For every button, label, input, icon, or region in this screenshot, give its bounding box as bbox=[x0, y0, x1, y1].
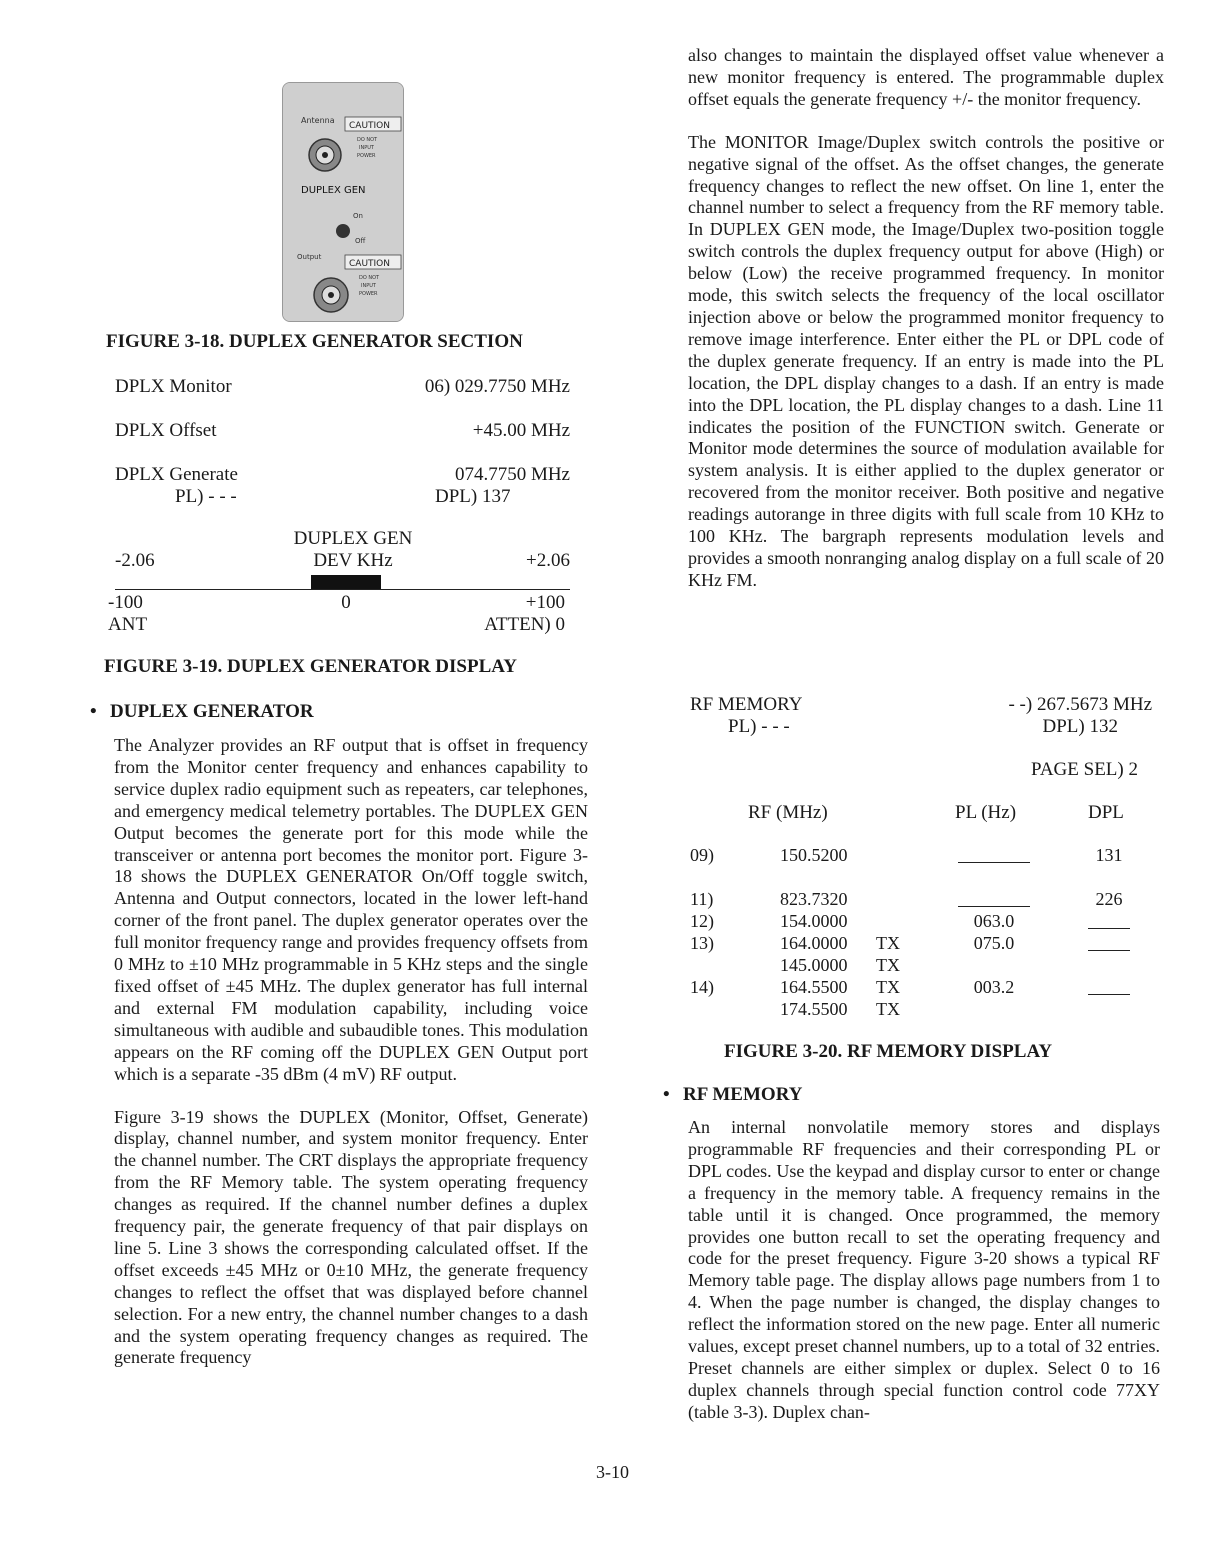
header-rf-mhz: RF (MHz) bbox=[748, 802, 828, 823]
svg-text:DO NOT: DO NOT bbox=[357, 137, 378, 143]
header-dpl: DPL bbox=[1088, 802, 1124, 823]
svg-text:INPUT: INPUT bbox=[361, 283, 376, 289]
duplex-paragraph-2: Figure 3-19 shows the DUPLEX (Monitor, Offset, Generate) display, channel number, and system monitor frequency. Enter the channel number. The CRT displays the appropriate frequency from the RF Memory table. The system operating frequency changes as required. If the channel number defines a duplex frequency pair, the generate frequency of that pair displays on line 5. Line 3 shows the corresponding calculated offset. If the offset exceeds ±45 MHz or 0±10 MHz, the generate frequency changes to reflect the offset that was displayed before channel selection. For a new entry, the channel number changes to a dash and the system operating frequency changes as required. The generate frequency bbox=[114, 1106, 588, 1368]
ant-label: ANT bbox=[108, 614, 148, 635]
caution-label-1: CAUTION bbox=[349, 121, 390, 131]
row-channel: 11) bbox=[690, 889, 714, 909]
caution-label-2: CAUTION bbox=[349, 259, 390, 269]
dpl-code: DPL) 137 bbox=[435, 486, 511, 507]
right-paragraph-2: The MONITOR Image/Duplex switch controls the positive or negative signal of the offset. As the offset changes, the generate frequency changes to reflect the new offset. On line 1, enter the channel number to select a frequency from the RF memory table. In DUPLEX GEN mode, the Image/Duplex two-position toggle switch controls the duplex frequency output for above (High) or below (Low) the receive programmed frequency. In monitor mode, this switch selects the frequency of the local oscillator injection above or below the programmed monitor frequency to remove image interference. Enter either the PL or DPL code of the duplex generate frequency. If an entry is made into the PL location, the DPL display changes to a dash. If an entry is made into the DPL location, the PL display changes to a dash. Line 11 indicates the position of the FUNCTION switch. Generate or Monitor mode determines the source of modulation available for system analysis. It is either applied to the duplex generator or recovered from the monitor receiver. Both positive and negative readings autorange in three digits with full scale from 10 KHz to 100 KHz. The bargraph represents modulation levels and provides a smooth nonranging analog display on a full scale of 20 KHz FM. bbox=[688, 131, 1164, 590]
duplex-paragraph-1: The Analyzer provides an RF output that is offset in frequency from the Monitor center frequency and enhances capability to service duplex radio equipment such as repeaters, car telephones, and emergency medical telemetry portables. The DUPLEX GEN Output becomes the generate port for this mode while the transceiver or antenna port becomes the monitor port. Figure 3-18 shows the DUPLEX GENERATOR On/Off toggle switch, Antenna and Output connectors, located in the lower left-hand corner of the front panel. The duplex generator operates over the full monitor frequency range and provides frequency offsets from 0 MHz to ±10 MHz programmable in 5 KHz steps and the single fixed offset of ±45 MHz. The duplex generator has full internal and external FM modulation capability, including voice simultaneous with audible and subaudible tones. This modulation appears on the RF coming off the DUPLEX GEN Output port which is a separate -35 dBm (4 mV) RF output. bbox=[114, 735, 588, 1084]
output-label: Output bbox=[297, 253, 322, 261]
row-pl-code: 063.0 bbox=[973, 911, 1015, 931]
row-pl-code: 075.0 bbox=[973, 933, 1015, 953]
duplex-generator-heading: • DUPLEX GENERATOR bbox=[90, 701, 314, 722]
dplx-generate-label: DPLX Generate bbox=[115, 464, 238, 485]
scale-left: -2.06 bbox=[115, 550, 155, 571]
duplex-generator-panel-photo bbox=[282, 82, 404, 322]
rf-memory-dpl: DPL) 132 bbox=[1042, 716, 1118, 737]
row-tx-flag: TX bbox=[876, 977, 900, 997]
on-label: On bbox=[353, 212, 363, 220]
row-rf-frequency: 164.0000 bbox=[780, 933, 848, 953]
row-dpl-blank-line bbox=[1088, 950, 1130, 951]
svg-text:POWER: POWER bbox=[357, 153, 376, 159]
duplex-gen-label: DUPLEX GEN bbox=[301, 185, 366, 196]
duplex-panel-illustration bbox=[283, 83, 403, 321]
pl-code: PL) - - - bbox=[175, 486, 237, 507]
dplx-offset-value: +45.00 MHz bbox=[472, 420, 570, 441]
rf-memory-paragraph: An internal nonvolatile memory stores and displays programmable RF frequencies and their corresponding PL or DPL codes. Use the keypad and display cursor to enter or change a frequency in the memory table. A frequency remains in the table until it is changed. Once programmed, the memory provides one button recall to set the operating frequency and code for the preset frequency. Figure 3-20 shows a typical RF Memory table page. The display allows page numbers from 1 to 4. When the page number is changed, the display changes to reflect the information stored on the new page. Enter all numeric values, except preset channel numbers, up to a total of 32 entries. Preset channels are either simplex or duplex. Select 0 to 16 duplex channels through special function control code 77XY (table 3-3). Duplex chan- bbox=[688, 1117, 1160, 1422]
row-rf-frequency: 145.0000 bbox=[780, 955, 848, 975]
dev-khz-label: DEV KHz bbox=[313, 550, 393, 571]
svg-text:INPUT: INPUT bbox=[359, 145, 374, 151]
header-pl-hz: PL (Hz) bbox=[955, 802, 1017, 823]
rf-memory-text bbox=[688, 1117, 1160, 1424]
row-channel: 12) bbox=[690, 911, 714, 931]
bargraph-baseline bbox=[115, 589, 570, 590]
duplex-generator-text bbox=[114, 735, 588, 1369]
atten-label: ATTEN) 0 bbox=[484, 614, 565, 635]
figure-3-18-caption: FIGURE 3-18. DUPLEX GENERATOR SECTION bbox=[106, 331, 523, 352]
scale-right: +2.06 bbox=[526, 550, 570, 571]
deviation-bargraph bbox=[311, 575, 381, 590]
row-rf-frequency: 164.5500 bbox=[780, 977, 848, 997]
dplx-monitor-label: DPLX Monitor bbox=[115, 376, 232, 397]
axis-left: -100 bbox=[108, 592, 143, 613]
row-dpl-code: 131 bbox=[1095, 845, 1123, 865]
row-rf-frequency: 823.7320 bbox=[780, 889, 848, 909]
page-select: PAGE SEL) 2 bbox=[1031, 759, 1138, 780]
figure-3-19-caption: FIGURE 3-19. DUPLEX GENERATOR DISPLAY bbox=[104, 656, 517, 677]
row-tx-flag: TX bbox=[876, 933, 900, 953]
right-paragraph-1: also changes to maintain the displayed offset value whenever a new monitor frequency is entered. The programmable duplex offset equals the generate frequency +/- the monitor frequency. bbox=[688, 45, 1164, 109]
rf-memory-pl: PL) - - - bbox=[728, 716, 790, 737]
dplx-generate-value: 074.7750 MHz bbox=[454, 464, 570, 485]
dplx-monitor-value: 06) 029.7750 MHz bbox=[424, 376, 570, 397]
row-dpl-blank-line bbox=[1088, 928, 1130, 929]
row-channel: 13) bbox=[690, 933, 714, 953]
row-pl-blank-line bbox=[958, 906, 1030, 907]
rf-memory-freq: - -) 267.5673 MHz bbox=[1008, 694, 1152, 715]
row-channel: 09) bbox=[690, 845, 714, 865]
toggle-switch-icon bbox=[336, 224, 350, 238]
row-pl-blank-line bbox=[958, 862, 1030, 863]
right-column-text bbox=[688, 45, 1164, 592]
rf-memory-heading: • RF MEMORY bbox=[663, 1084, 803, 1105]
row-rf-frequency: 174.5500 bbox=[780, 999, 848, 1019]
axis-center: 0 bbox=[341, 592, 351, 613]
axis-right: +100 bbox=[525, 592, 565, 613]
row-tx-flag: TX bbox=[876, 999, 900, 1019]
figure-3-20-caption: FIGURE 3-20. RF MEMORY DISPLAY bbox=[724, 1041, 1053, 1062]
page-number: 3-10 bbox=[596, 1462, 629, 1482]
row-tx-flag: TX bbox=[876, 955, 900, 975]
rf-memory-title: RF MEMORY bbox=[690, 694, 803, 715]
svg-text:DO NOT: DO NOT bbox=[359, 275, 380, 281]
row-channel: 14) bbox=[690, 977, 714, 997]
svg-text:POWER: POWER bbox=[359, 291, 378, 297]
antenna-label: Antenna bbox=[301, 116, 335, 125]
duplex-gen-title: DUPLEX GEN bbox=[293, 528, 413, 549]
off-label: Off bbox=[355, 237, 366, 245]
dplx-offset-label: DPLX Offset bbox=[115, 420, 217, 441]
row-dpl-code: 226 bbox=[1095, 889, 1123, 909]
row-rf-frequency: 154.0000 bbox=[780, 911, 848, 931]
row-pl-code: 003.2 bbox=[973, 977, 1015, 997]
row-rf-frequency: 150.5200 bbox=[780, 845, 848, 865]
row-dpl-blank-line bbox=[1088, 994, 1130, 995]
